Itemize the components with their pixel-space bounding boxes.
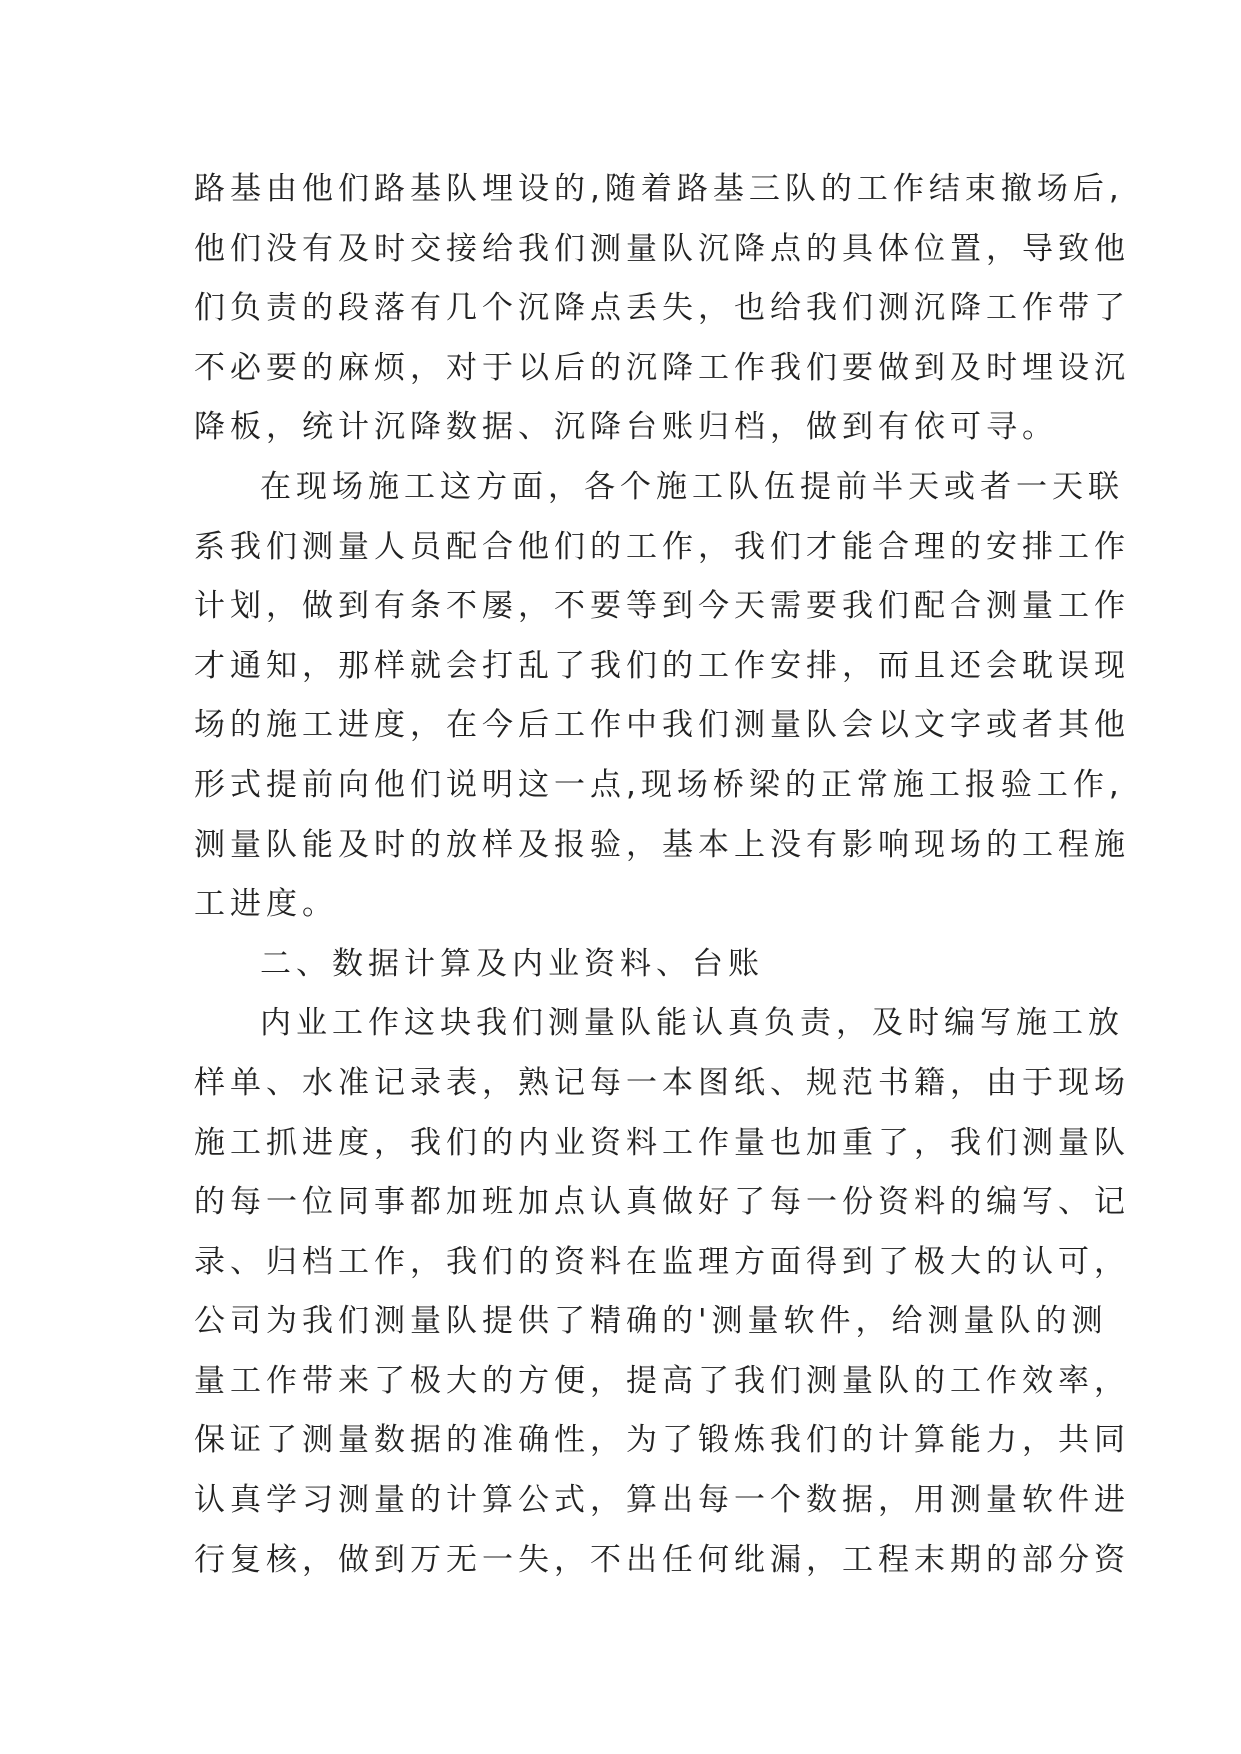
paragraph-first-line: 内业工作这块我们测量队能认真负责，及时编写施工放 — [260, 1005, 1124, 1042]
section-heading: 二、数据计算及内业资料、台账 — [260, 945, 764, 982]
text-line: 场的施工进度，在今后工作中我们测量队会以文字或者其他 — [194, 707, 1130, 744]
text-line: 才通知，那样就会打乱了我们的工作安排，而且还会耽误现 — [194, 647, 1130, 684]
text-line: 量工作带来了极大的方便，提高了我们测量队的工作效率， — [194, 1362, 1130, 1399]
text-line: 测量队能及时的放样及报验，基本上没有影响现场的工程施 — [194, 826, 1130, 863]
text-line: 行复核，做到万无一失，不出任何纰漏，工程末期的部分资 — [194, 1541, 1130, 1578]
text-line: 的每一位同事都加班加点认真做好了每一份资料的编写、记 — [194, 1184, 1130, 1221]
text-line: 施工抓进度，我们的内业资料工作量也加重了，我们测量队 — [194, 1124, 1130, 1161]
text-line: 路基由他们路基队埋设的,随着路基三队的工作结束撤场后, — [194, 171, 1124, 207]
body-text — [194, 160, 1130, 1590]
text-line: 保证了测量数据的准确性，为了锻炼我们的计算能力，共同 — [194, 1422, 1130, 1459]
text-line: 他们没有及时交接给我们测量队沉降点的具体位置，导致他 — [194, 230, 1130, 267]
text-line: 样单、水准记录表，熟记每一本图纸、规范书籍，由于现场 — [194, 1064, 1130, 1101]
text-line: 们负责的段落有几个沉降点丢失，也给我们测沉降工作带了 — [194, 290, 1130, 327]
text-line: 认真学习测量的计算公式，算出每一个数据，用测量软件进 — [194, 1482, 1130, 1519]
text-line: 形式提前向他们说明这一点,现场桥梁的正常施工报验工作, — [194, 766, 1124, 803]
text-line: 计划，做到有条不屡，不要等到今天需要我们配合测量工作 — [194, 588, 1130, 625]
text-line: 录、归档工作，我们的资料在监理方面得到了极大的认可， — [194, 1243, 1130, 1280]
text-line: 公司为我们测量队提供了精确的'测量软件，给测量队的测 — [194, 1303, 1108, 1340]
text-line: 不必要的麻烦，对于以后的沉降工作我们要做到及时埋设沉 — [194, 349, 1130, 386]
text-line: 降板，统计沉降数据、沉降台账归档，做到有依可寻。 — [194, 409, 1058, 446]
text-line: 工进度。 — [194, 886, 338, 923]
text-line: 系我们测量人员配合他们的工作，我们才能合理的安排工作 — [194, 528, 1130, 565]
paragraph-first-line: 在现场施工这方面，各个施工队伍提前半天或者一天联 — [260, 468, 1124, 505]
